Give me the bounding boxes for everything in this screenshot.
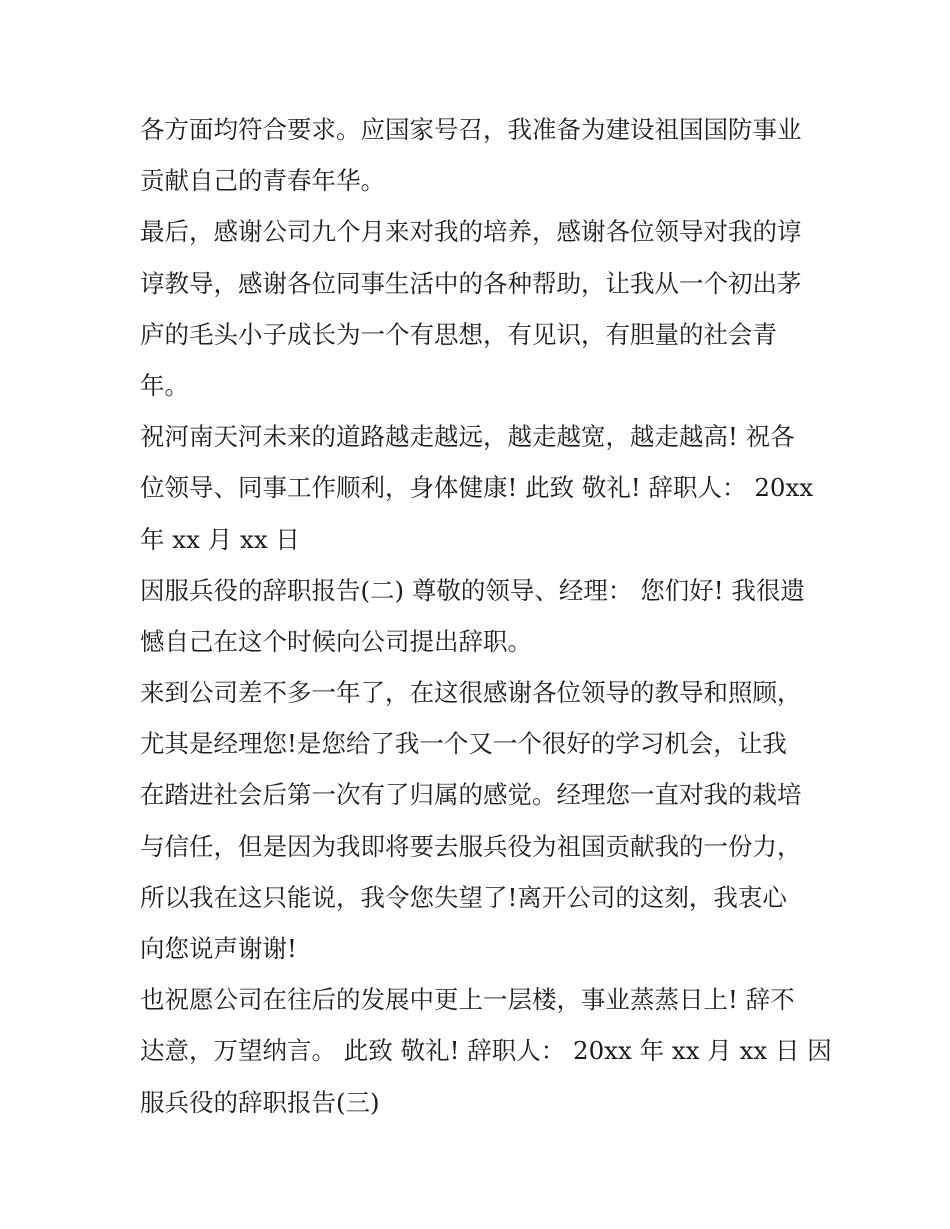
text-line: 年 xx 月 xx 日	[140, 524, 300, 554]
text-line: 尤其是经理您!是您给了我一个又一个很好的学习机会，让我	[140, 729, 787, 759]
text-line: 最后，感谢公司九个月来对我的培养，感谢各位领导对我的谆	[140, 217, 802, 247]
text-line: 年。	[140, 370, 189, 400]
text-line: 因服兵役的辞职报告(二) 尊敬的领导、经理： 您们好! 我很遗	[140, 575, 805, 605]
document-body	[140, 104, 832, 1128]
text-line: 也祝愿公司在往后的发展中更上一层楼，事业蒸蒸日上! 辞不	[140, 985, 795, 1015]
text-line: 各方面均符合要求。应国家号召，我准备为建设祖国国防事业	[140, 115, 802, 144]
text-line: 来到公司差不多一年了，在这很感谢各位领导的教导和照顾，	[140, 678, 802, 708]
text-line: 所以我在这只能说，我令您失望了!离开公司的这刻，我衷心	[140, 882, 787, 912]
text-line: 位领导、同事工作顺利，身体健康! 此致 敬礼! 辞职人： 20xx	[140, 473, 814, 503]
text-line: 在踏进社会后第一次有了归属的感觉。经理您一直对我的栽培	[140, 780, 802, 810]
text-line: 憾自己在这个时候向公司提出辞职。	[140, 626, 532, 656]
text-line: 向您说声谢谢!	[140, 934, 297, 963]
text-line: 与信任，但是因为我即将要去服兵役为祖国贡献我的一份力，	[140, 831, 802, 861]
text-line: 祝河南天河未来的道路越走越远，越走越宽，越走越高! 祝各	[140, 422, 795, 452]
text-line: 庐的毛头小子成长为一个有思想，有见识，有胆量的社会青	[140, 319, 777, 349]
text-line: 谆教导，感谢各位同事生活中的各种帮助，让我从一个初出茅	[140, 268, 802, 298]
text-line: 贡献自己的青春年华。	[140, 166, 385, 196]
text-line: 服兵役的辞职报告(三)	[140, 1087, 380, 1117]
text-line: 达意，万望纳言。 此致 敬礼! 辞职人： 20xx 年 xx 月 xx 日 因	[140, 1036, 832, 1066]
